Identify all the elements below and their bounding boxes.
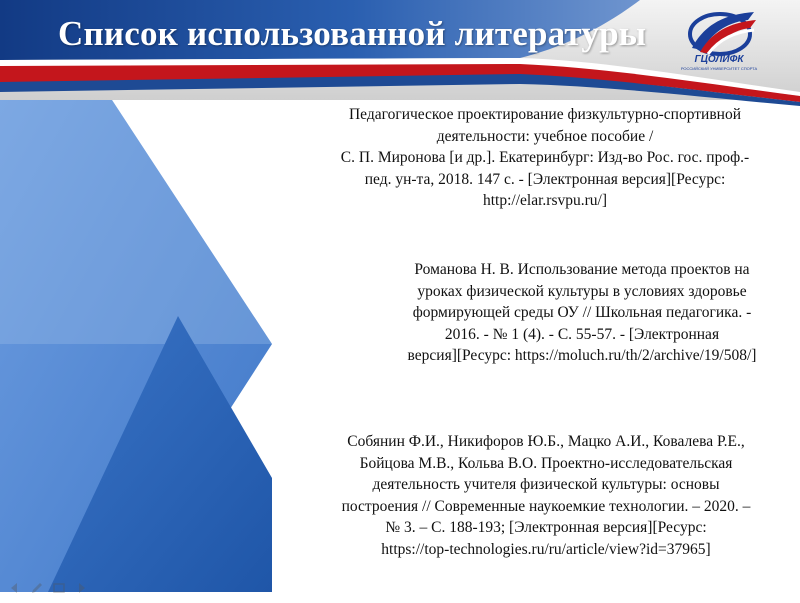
pen-icon[interactable] [30, 581, 44, 595]
slide-title: Список использованной литературы [58, 14, 647, 53]
reference-line: построения // Современные наукоемкие технологии. – 2020. – [341, 497, 751, 515]
reference-line: № 3. – С. 188-193; [Электронная версия][Ресурс: [385, 519, 707, 536]
logo-subtitle: РОССИЙСКИЙ УНИВЕРСИТЕТ СПОРТА [680, 66, 758, 71]
reference-2 [372, 259, 792, 367]
reference-line: Романова Н. В. Использование метода проектов на [414, 261, 750, 278]
reference-line: С. П. Миронова [и др.]. Екатеринбург: Изд-во Рос. гос. проф.- [340, 149, 750, 166]
logo-name: ГЦОЛИФК [694, 54, 744, 65]
reference-line: версия][Ресурс: https://moluch.ru/th/2/archive/19/508/] [407, 347, 757, 364]
reference-line: http://elar.rsvpu.ru/] [483, 192, 607, 209]
reference-1 [298, 104, 792, 212]
reference-line: Бойцова М.В., Кольва В.О. Проектно-исследовательская [359, 454, 733, 472]
reference-3 [300, 431, 792, 560]
slideshow-toolbar [8, 581, 88, 595]
reference-line: уроках физической культуры в условиях здоровье [417, 282, 747, 300]
reference-line: деятельности: учебное пособие / [436, 127, 654, 145]
slides-icon[interactable] [52, 581, 66, 595]
reference-line: Педагогическое проектирование физкультурно-спортивной [348, 106, 741, 123]
reference-line: Собянин Ф.И., Никифоров Ю.Б., Мацко А.И., Ковалева Р.Е., [347, 433, 745, 450]
reference-line: 2016. - № 1 (4). - С. 55-57. - [Электронная [444, 325, 720, 343]
arrow-right-icon[interactable] [74, 581, 88, 595]
chevron-highlight [0, 100, 272, 344]
reference-line: формирующей среды ОУ // Школьная педагогика. - [412, 304, 752, 321]
reference-line: деятельность учителя физической культуры: основы [372, 476, 720, 493]
arrow-left-icon[interactable] [8, 581, 22, 595]
reference-line: пед. ун-та, 2018. 147 с. - [Электронная версия][Ресурс: [364, 170, 726, 188]
reference-line: https://top-technologies.ru/ru/article/view?id=37965] [381, 540, 711, 558]
